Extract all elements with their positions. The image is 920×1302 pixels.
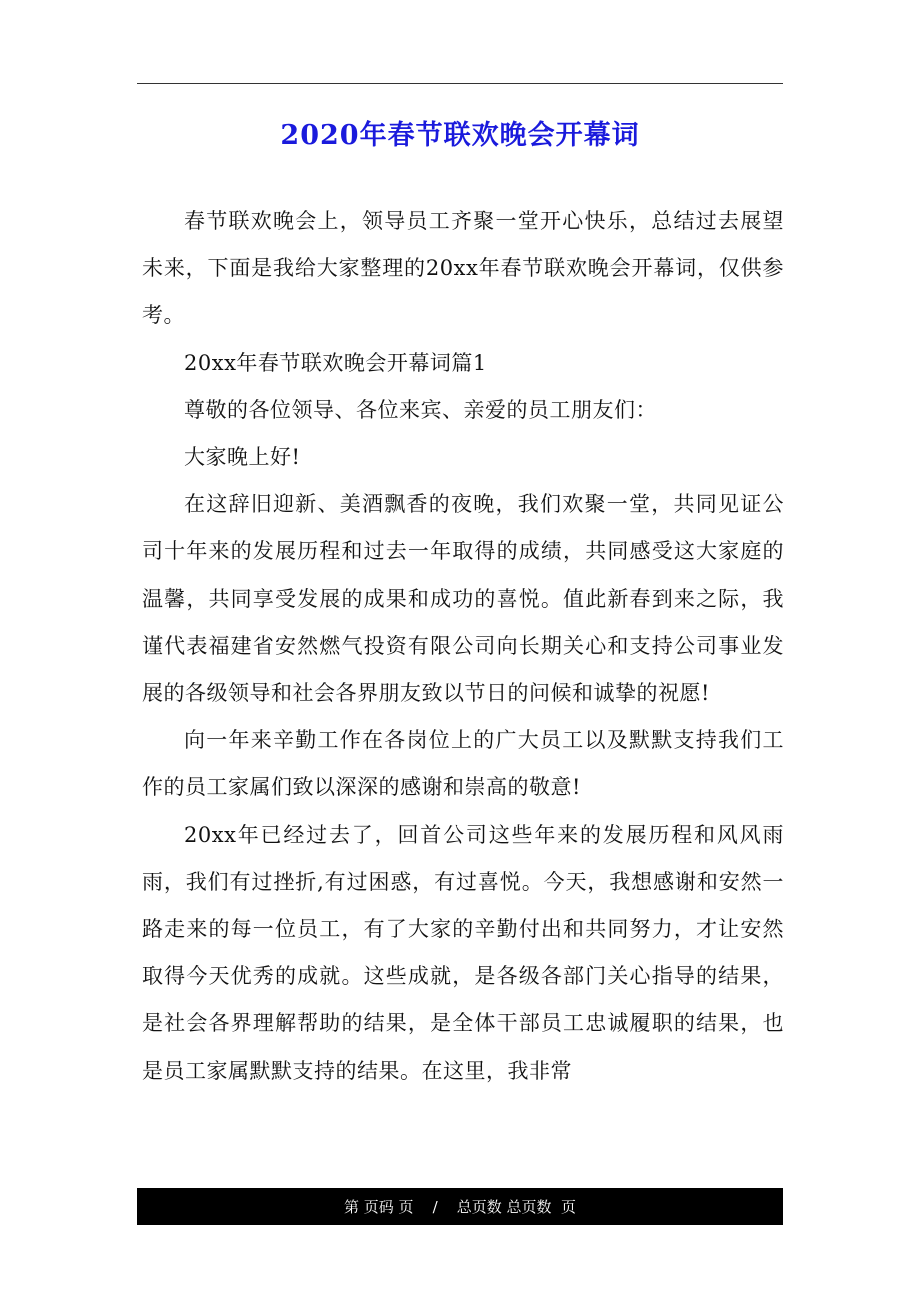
- paragraph-section-heading: 20xx年春节联欢晚会开幕词篇1: [184, 350, 487, 375]
- paragraph-salutation: 尊敬的各位领导、各位来宾、亲爱的员工朋友们：: [184, 397, 657, 422]
- header-rule: [137, 83, 783, 84]
- paragraph-body-1: 在这辞旧迎新、美酒飘香的夜晚，我们欢聚一堂，共同见证公司十年来的发展历程和过去一年取得的成绩，共同感受这大家庭的温馨，共同享受发展的成果和成功的喜悦。值此新春到来之际，我谨代表福建省安然燃气投资有限公司向长期关心和支持公司事业发展的各级领导和社会各界朋友致以节日的问候和诚挚的祝愿!: [142, 492, 784, 706]
- document-body: [142, 198, 784, 1095]
- document-title: 2020年春节联欢晚会开幕词: [280, 120, 640, 151]
- page-footer: [137, 1188, 783, 1225]
- paragraph-intro: 春节联欢晚会上，领导员工齐聚一堂开心快乐，总结过去展望未来，下面是我给大家整理的20xx年春节联欢晚会开幕词，仅供参考。: [142, 209, 784, 328]
- paragraph-greeting: 大家晚上好!: [184, 445, 301, 470]
- paragraph-body-2: 向一年来辛勤工作在各岗位上的广大员工以及默默支持我们工作的员工家属们致以深深的感谢和崇高的敬意!: [142, 728, 784, 800]
- page-number-text: 第 页码 页 / 总页数 总页数 页: [343, 1197, 577, 1216]
- paragraph-body-3: 20xx年已经过去了，回首公司这些年来的发展历程和风风雨雨，我们有过挫折,有过困惑，有过喜悦。今天，我想感谢和安然一路走来的每一位员工，有了大家的辛勤付出和共同努力，才让安然取得今天优秀的成就。这些成就，是各级各部门关心指导的结果，是社会各界理解帮助的结果，是全体干部员工忠诚履职的结果，也是员工家属默默支持的结果。在这里，我非常: [142, 822, 784, 1083]
